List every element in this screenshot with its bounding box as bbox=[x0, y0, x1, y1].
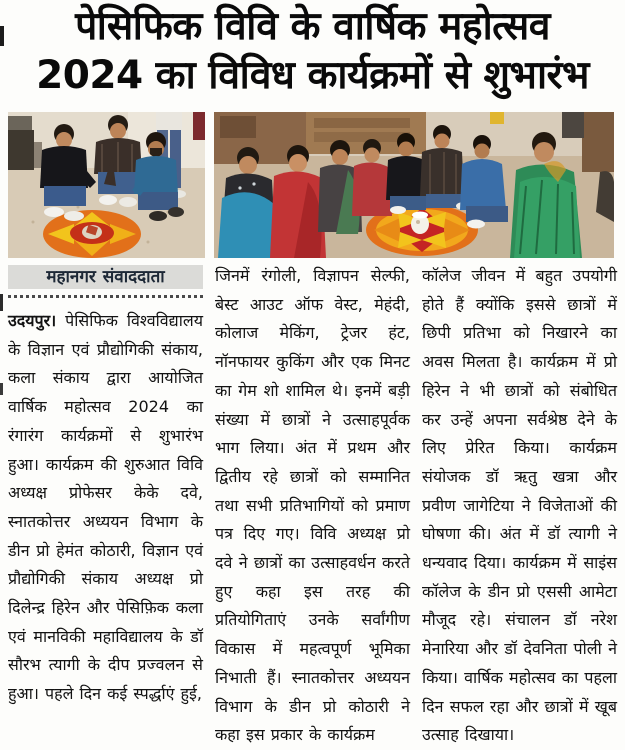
column-3-text: कॉलेज जीवन में बहुत उपयोगी होते हैं क्योंकि इससे छात्रों में छिपी प्रतिभा को निखारने का अवस मिलता है। कार्यक्रम में प्रो हिरेन ने भी छात्रों को संबोधित कर उन्हें अपना सर्वश्रेष्ठ देने के लिए प्रेरित किया। कार्यक्रम संयोजक डॉ ऋतु खत्रा और प्रवीण जागेटिया ने विजेताओं की घोषणा की। अंत में डॉ त्यागी ने धन्यवाद दिया। कार्यक्रम में साइंस कॉलेज के डीन प्रो एससी आमेटा मौजूद रहे। संचालन डॉ नरेश मेनारिया और डॉ देवनिता पोली ने किया। वार्षिक महोत्सव का पहला दिन सफल रहा और छात्रों में खूब उत्साह दिखाया। bbox=[422, 266, 617, 745]
column-2-text: जिनमें रंगोली, विज्ञापन सेल्फी, बेस्ट आउट ऑफ वेस्ट, मेहंदी, कोलाज मेकिंग, ट्रेजर हंट, नॉनफायर कुकिंग और एक मिनट का गेम शो शामिल थे। इनमें बड़ी संख्या में छात्रों ने उत्साहपूर्वक भाग लिया। अंत में प्रथम और द्वितीय रहे छात्रों को सम्मानित तथा सभी प्रतिभागियों को प्रमाण पत्र दिए गए। विवि अध्यक्ष प्रो दवे ने छात्रों का उत्साहवर्धन करते हुए कहा इस तरह की प्रतियोगिताएं उनके सर्वांगीण विकास में महत्वपूर्ण भूमिका निभाती हैं। स्नातकोत्तर अध्ययन विभाग के डीन प्रो कोठारी ने कहा इस प्रकार के कार्यक्रम bbox=[215, 266, 410, 745]
photo-row bbox=[8, 112, 617, 258]
dateline: उदयपुर। bbox=[8, 311, 57, 330]
column-1-text: पेसिफिक विश्वविद्यालय के विज्ञान एवं प्रौद्योगिकी संकाय, कला संकाय द्वारा आयोजित वार्षिक महोत्सव 2024 का रंगारंग कार्यक्रमों से शुभारंभ हुआ। कार्यक्रम की शुरुआत विवि अध्यक्ष प्रोफेसर केके दवे, स्नातकोत्तर अध्ययन विभाग के डीन प्रो हेमंत कोठारी, विज्ञान एवं प्रौद्योगिकी संकाय अध्यक्ष प्रो दिलेन्द्र हिरेन और पेसिफ़िक कला एवं मानविकी महाविद्यालय के डॉ सौरभ त्यागी के दीप प्रज्वलन से हुआ। पहले दिन कई स्पर्द्धाएं हुई, bbox=[8, 311, 203, 704]
photo-left-rangoli-men bbox=[8, 112, 205, 258]
headline-line-1: पेसिफिक विवि के वार्षिक महोत्सव bbox=[75, 4, 550, 49]
article-column-1 bbox=[8, 262, 203, 750]
byline-divider bbox=[8, 295, 203, 298]
article-body bbox=[8, 262, 617, 750]
article-column-2 bbox=[215, 262, 410, 750]
article-headline bbox=[0, 2, 625, 100]
page-edge-mark bbox=[0, 294, 3, 311]
article-column-3 bbox=[422, 262, 617, 750]
photo-left-illustration bbox=[8, 112, 205, 258]
byline: महानगर संवाददाता bbox=[8, 265, 203, 289]
photo-right-illustration bbox=[214, 112, 614, 258]
photo-right-rangoli-group bbox=[214, 112, 614, 258]
page-edge-mark bbox=[0, 383, 3, 395]
headline-line-2: 2024 का विविध कार्यक्रमों से शुभारंभ bbox=[36, 53, 589, 98]
